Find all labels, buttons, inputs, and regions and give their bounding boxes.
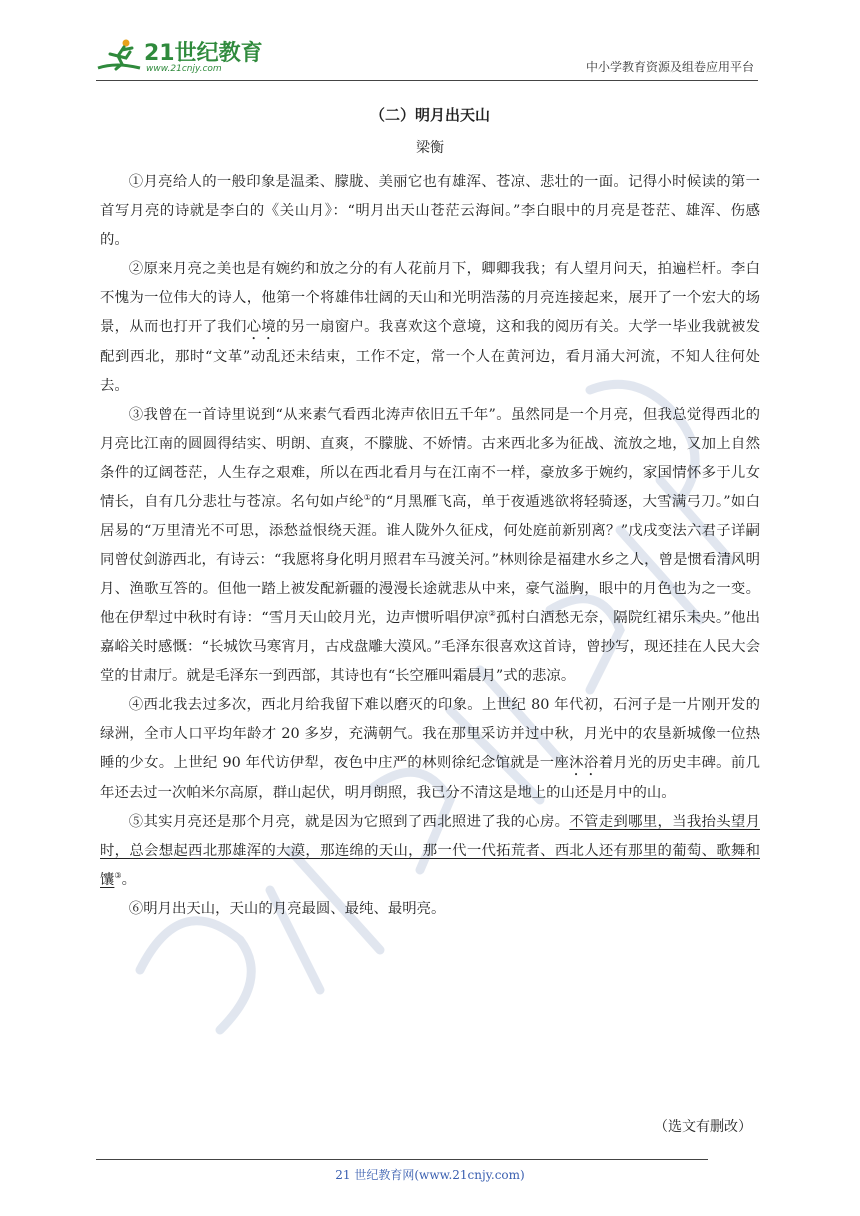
site-logo[interactable] (96, 34, 266, 78)
article-author: 梁衡 (416, 140, 444, 156)
article-body (100, 168, 760, 924)
underlined-sentence: 不管走到哪里，当我抬头望月时，总会想起西北那雄浑的大漠，那连绵的天山，那一代一代拓荒者、西北人还有那里的葡萄、歌舞和馕 (100, 814, 760, 888)
emphasized-word: 沐浴 (569, 755, 599, 771)
footnote-mark-2: ② (488, 609, 497, 619)
paragraph-5: ⑤其实月亮还是那个月亮，就是因为它照到了西北照进了我的心房。不管走到哪里，当我抬头望月时，总会想起西北那雄浑的大漠，那连绵的天山，那一代一代拓荒者、西北人还有那里的葡萄、歌舞和馕③。 (100, 814, 760, 888)
logo-text: 21世纪教育 (144, 41, 263, 66)
footnote-mark-1: ① (363, 493, 372, 503)
paragraph-1: ①月亮给人的一般印象是温柔、朦胧、美丽它也有雄浑、苍凉、悲壮的一面。记得小时候读的第一首写月亮的诗就是李白的《关山月》：“明月出天山苍茫云海间。”李白眼中的月亮是苍茫、雄浑、伤感的。 (100, 174, 760, 248)
footer-divider (96, 1159, 708, 1160)
paragraph-2: ②原来月亮之美也是有婉约和放之分的有人花前月下，卿卿我我；有人望月问天，拍遍栏杆。李白不愧为一位伟大的诗人，他第一个将雄伟壮阔的天山和光明浩荡的月亮连接起来，展开了一个宏大的场景，从而也打开了我们心境的另一扇窗户。我喜欢这个意境，这和我的阅历有关。大学一毕业我就被发配到西北，那时“文革”动乱还未结束，工作不定，常一个人在黄河边，看月涌大河流，不知人往何处去。 (100, 261, 760, 394)
page-header (96, 34, 758, 80)
footer-link[interactable]: 21 世纪教育网(www.21cnjy.com) (335, 1168, 525, 1182)
footnote-mark-3: ③ (114, 871, 122, 881)
platform-name: 中小学教育资源及组卷应用平台 (585, 60, 754, 74)
paragraph-6: ⑥明月出天山，天山的月亮最圆、最纯、最明亮。 (128, 901, 446, 917)
emphasized-word: 心境 (246, 319, 277, 335)
article-title: （二）明月出天山 (369, 106, 490, 124)
paragraph-3: ③我曾在一首诗里说到“从来素气看西北涛声依旧五千年”。虽然同是一个月亮，但我总觉得西北的月亮比江南的圆圆得结实、明朗、直爽，不朦胧、不娇情。古来西北多为征战、流放之地，又加上自然条件的辽阔苍茫，人生存之艰难，所以在西北看月与在江南不一样，豪放多于婉约，家国情怀多于儿女情长，自有几分悲壮与苍凉。名句如卢纶①的“月黑雁飞高，单于夜遁逃欲将轻骑逐，大雪满弓刀。”如白居易的“万里清光不可思，添愁益恨绕天涯。谁人陇外久征戍，何处庭前新别离？”戊戌变法六君子详嗣同曾仗剑游西北，有诗云：“我愿将身化明月照君车马渡关河。”林则徐是福建水乡之人，曾是惯看清风明月、渔歌互答的。但他一踏上被发配新疆的漫漫长途就悲从中来，豪气溢胸，眼中的月色也为之一变。他在伊犁过中秋时有诗：“雪月天山皎月光，边声惯听唱伊凉②孤村白酒愁无奈，隔院红裙乐未央。”他出嘉峪关时感慨：“长城饮马寒宵月，古戍盘雕大漠风。”毛泽东很喜欢这首诗，曾抄写，现还挂在人民大会堂的甘肃厅。就是毛泽东一到西部，其诗也有“长空雁叫霜晨月”式的悲凉。 (100, 407, 760, 684)
paragraph-4: ④西北我去过多次，西北月给我留下难以磨灭的印象。上世纪 80 年代初，石河子是一片刚开发的绿洲，全市人口平均年龄才 20 多岁，充满朝气。我在那里采访并过中秋，月光中的农垦新城像一位热睡的少女。上世纪 90 年代访伊犁，夜色中庄严的林则徐纪念馆就是一座沐浴着月光的历史丰碑。前几年还去过一次帕米尔高原，群山起伏，明月朗照，我已分不清这是地上的山还是月中的山。 (100, 697, 760, 801)
runner-icon (96, 38, 142, 74)
source-note: （选文有删改） (654, 1119, 752, 1135)
header-divider (96, 80, 758, 81)
logo-url: www.21cnjy.com (146, 64, 222, 74)
